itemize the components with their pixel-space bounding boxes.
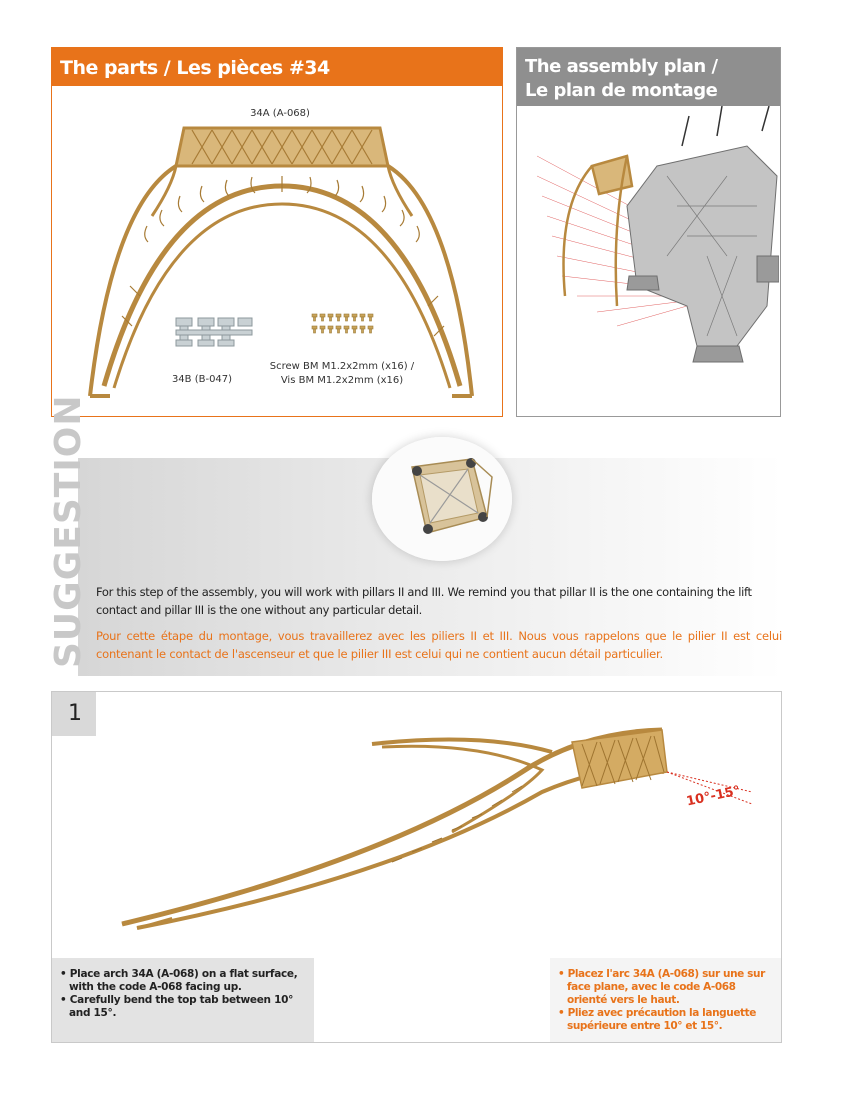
parts-illustration [52, 86, 501, 415]
suggestion-heading: SUGGESTION [48, 394, 89, 668]
assembly-plan-title [517, 48, 780, 106]
suggestion-photo [372, 437, 512, 561]
screw-label-fr: Vis BM M1.2x2mm (x16) [280, 375, 404, 386]
angle-label: 10°-15° [685, 783, 742, 810]
step-1-panel [51, 691, 782, 1043]
instructions-fr [550, 958, 781, 1042]
instruction-en-item: • Place arch 34A (A-068) on a flat surface, with the code A-068 facing up. [60, 968, 298, 993]
pillar-base-photo-image [372, 437, 512, 561]
screws-image [312, 314, 373, 333]
tower-model-image [627, 146, 779, 362]
step-1-illustration [52, 692, 781, 952]
plan-title-line2: Le plan de montage [525, 80, 718, 101]
brass-arch-image [564, 156, 632, 306]
step-number: 1 [52, 692, 96, 736]
arch-label: 34A (A-068) [250, 108, 310, 119]
instructions-en [52, 958, 314, 1042]
suggestion-text-fr: Pour cette étape du montage, vous travaillerez avec les piliers II et III. Nous vous rappelons que le pilier II est celui contenant le contact de l'ascenseur et que le pilier III est celui qui ne contient aucun détail particulier. [96, 629, 782, 661]
plan-title-line1: The assembly plan / [525, 56, 718, 77]
parts-title: The parts / Les pièces #34 [52, 48, 502, 86]
assembly-plan-illustration [517, 106, 779, 415]
suggestion-text-en: For this step of the assembly, you will work with pillars II and III. We remind you that pillar II is the one containing the lift contact and pillar III is the one without any particular detail. [96, 585, 752, 617]
clip-34b-image [176, 318, 252, 346]
screw-label-en: Screw BM M1.2x2mm (x16) / [269, 361, 415, 372]
arch-34a-image [90, 128, 472, 396]
assembly-plan-panel [516, 47, 781, 417]
bent-arch-image [122, 730, 667, 928]
parts-panel [51, 47, 503, 417]
instruction-fr-item: • Pliez avec précaution la languette supérieure entre 10° et 15°. [558, 1007, 757, 1032]
instruction-fr-item: • Placez l'arc 34A (A-068) sur une sur face plane, avec le code A-068 orienté vers le haut. [558, 968, 765, 1006]
clip-label: 34B (B-047) [171, 374, 233, 385]
instruction-en-item: • Carefully bend the top tab between 10° and 15°. [60, 994, 294, 1019]
